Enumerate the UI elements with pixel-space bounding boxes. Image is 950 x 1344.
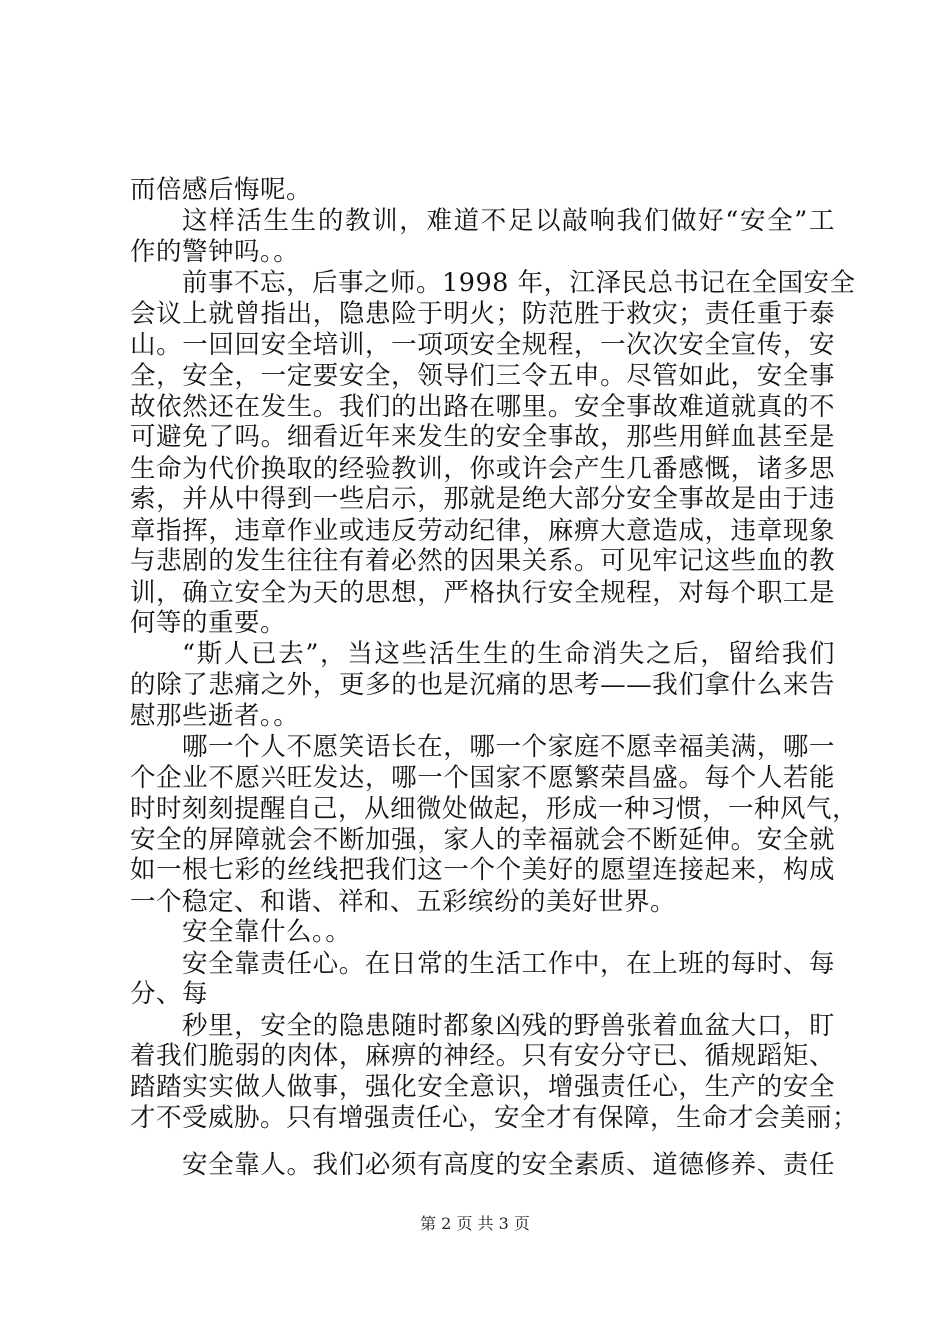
text-line: 着我们脆弱的肉体，麻痹的神经。只有安分守已、循规蹈矩、 [130,1041,835,1071]
text-line: 生命为代价换取的经验教训，你或许会产生几番感慨，诸多思 [130,454,835,484]
text-line: 分、每 [130,979,209,1009]
text-line: 一个稳定、和谐、祥和、五彩缤纷的美好世界。 [130,887,677,917]
text-line: 与悲剧的发生往往有着必然的因果关系。可见牢记这些血的教 [130,546,835,576]
text-line: 踏踏实实做人做事，强化安全意识，增强责任心，生产的安全 [130,1072,835,1102]
text-line: 这样活生生的教训，难道不足以敲响我们做好“安全”工 [182,206,835,236]
text-line: 索，并从中得到一些启示，那就是绝大部分安全事故是由于违 [130,484,835,514]
text-line: 安全靠人。我们必须有高度的安全素质、道德修养、责任 [182,1150,835,1180]
text-line: 才不受威胁。只有增强责任心，安全才有保障，生命才会美丽； [130,1103,859,1133]
text-line: 故依然还在发生。我们的出路在哪里。安全事故难道就真的不 [130,392,835,422]
text-line: 哪一个人不愿笑语长在，哪一个家庭不愿幸福美满，哪一 [182,732,835,762]
page-number-footer: 第 2 页 共 3 页 [420,1214,530,1233]
text-line: 可避免了吗。细看近年来发生的安全事故，那些用鲜血甚至是 [130,422,835,452]
text-line: 前事不忘，后事之师。1998 年，江泽民总书记在全国安全 [182,268,856,298]
text-line: “斯人已去”，当这些活生生的生命消失之后，留给我们 [182,639,835,669]
text-line: 章指挥，违章作业或违反劳动纪律，麻痹大意造成，违章现象 [130,516,835,546]
text-line: 安全靠什么。。 [182,917,352,947]
text-line: 作的警钟吗。。 [130,237,300,267]
text-line: 如一根七彩的丝线把我们这一个个美好的愿望连接起来，构成 [130,855,835,885]
text-line: 秒里，安全的隐患随时都象凶残的野兽张着血盆大口，盯 [182,1011,835,1041]
text-line: 个企业不愿兴旺发达，哪一个国家不愿繁荣昌盛。每个人若能 [130,763,835,793]
text-line: 而倍感后悔呢。 [130,175,313,205]
text-line: 的除了悲痛之外，更多的也是沉痛的思考——我们拿什么来告 [130,670,835,700]
text-line: 安全的屏障就会不断加强，家人的幸福就会不断延伸。安全就 [130,825,835,855]
text-line: 何等的重要。 [130,608,287,638]
text-line: 全，安全，一定要安全，领导们三令五申。尽管如此，安全事 [130,361,835,391]
text-line: 山。一回回安全培训，一项项安全规程，一次次安全宣传，安 [130,330,835,360]
text-line: 训，确立安全为天的思想，严格执行安全规程，对每个职工是 [130,578,835,608]
text-line: 会议上就曾指出，隐患险于明火；防范胜于救灾；责任重于泰 [130,299,835,329]
text-line: 慰那些逝者。。 [130,701,300,731]
text-line: 时时刻刻提醒自己，从细微处做起，形成一种习惯，一种风气， [130,794,859,824]
text-line: 安全靠责任心。在日常的生活工作中，在上班的每时、每 [182,949,835,979]
